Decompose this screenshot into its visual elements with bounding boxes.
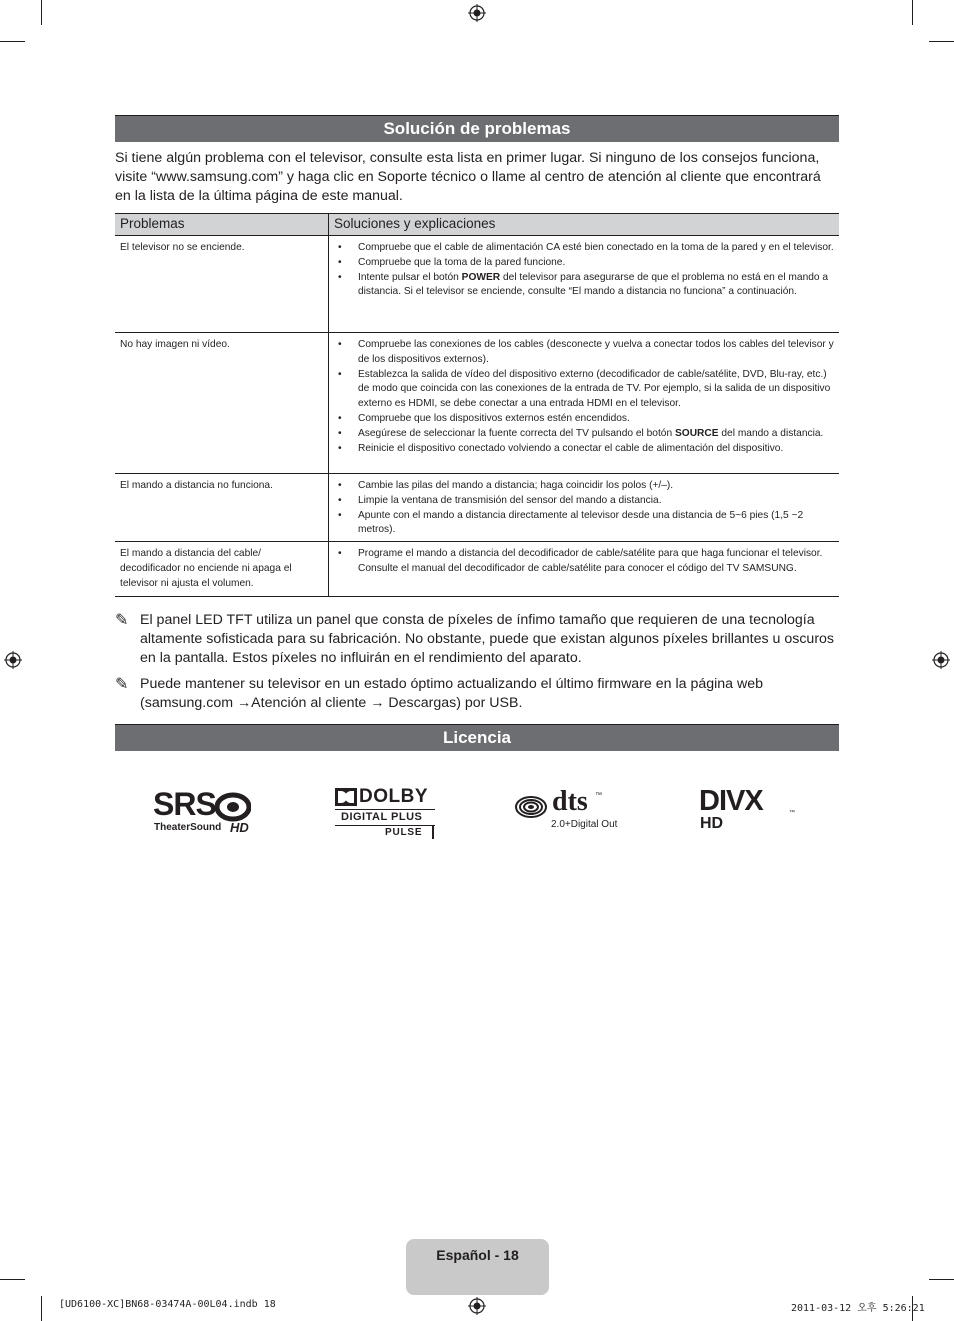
dolby-logo-pulse: PULSE: [385, 827, 423, 838]
solution-item: • Compruebe que la toma de la pared funcione.: [334, 256, 834, 271]
note-text: El panel LED TFT utiliza un panel que consta de píxeles de ínfimo tamaño que requieren de una tecnología altamente sofisticada para su fabricación. No obstante, puede que existan algunos píxeles brillantes u oscuros en la pantalla. Estos píxeles no influirán en el rendimiento del aparato.: [140, 612, 835, 666]
solution-item: • Asegúrese de seleccionar la fuente correcta del TV pulsando el botón SOURCE del mando a distancia.: [334, 427, 834, 442]
srs-logo-sub: TheaterSound: [154, 822, 222, 833]
table-row: [115, 333, 839, 474]
crop-mark: [0, 41, 25, 42]
solutions-cell: [329, 542, 840, 597]
note-firmware: [115, 675, 839, 713]
dts-logo-main: dts: [552, 786, 588, 817]
pencil-note-icon: ✎: [115, 612, 129, 629]
crop-mark: [912, 0, 913, 25]
solution-item: • Limpie la ventana de transmisión del sensor del mando a distancia.: [334, 494, 834, 509]
header-problems: Problemas: [115, 214, 329, 236]
srs-theatersound-hd-logo: [153, 786, 258, 838]
registration-mark-icon: [4, 651, 22, 669]
solution-item: • Compruebe que los dispositivos externos estén encendidos.: [334, 412, 834, 427]
note-text: Puede mantener su televisor en un estado óptimo actualizando el último firmware en la página web (samsung.com →Atención al cliente → Descargas) por USB.: [140, 676, 764, 711]
table-row: [115, 236, 839, 333]
solution-item: • Programe el mando a distancia del decodificador de cable/satélite para que haga funcionar el televisor. Consulte el manual del decodificador de cable/satélite para conocer el código del TV SAMSUNG.: [334, 547, 834, 577]
pencil-note-icon: ✎: [115, 676, 129, 693]
solution-item: • Intente pulsar el botón POWER del televisor para asegurarse de que el problema no está en el mando a distancia. Si el televisor se enciende, consulte “El mando a distancia no funciona” a continuación.: [334, 271, 834, 301]
problem-cell: El televisor no se enciende.: [115, 236, 329, 333]
srs-logo-main: SRS: [153, 786, 216, 822]
dolby-logo-main: DOLBY: [359, 786, 428, 807]
section-title-license: Licencia: [115, 724, 839, 751]
solutions-cell: [329, 236, 840, 333]
crop-mark: [41, 1296, 42, 1321]
dts-waves-icon: [515, 796, 547, 818]
dolby-rule: [335, 825, 435, 826]
registration-mark-icon: [468, 4, 486, 22]
dolby-logo-sub: DIGITAL PLUS: [341, 811, 423, 823]
divx-logo-tm: ™: [789, 810, 795, 816]
table-row: [115, 474, 839, 542]
dolby-rule: [432, 826, 434, 839]
crop-mark: [929, 41, 954, 42]
divx-logo-main: DIVX: [699, 785, 763, 817]
problem-cell: El mando a distancia del cable/ decodificador no enciende ni apaga el televisor ni ajusta el volumen.: [115, 542, 329, 597]
table-header-row: [115, 214, 839, 236]
divx-logo-hd: HD: [700, 815, 724, 832]
troubleshooting-table: [115, 213, 839, 597]
dts-logo-sub: 2.0+Digital Out: [551, 819, 618, 830]
header-solutions: Soluciones y explicaciones: [329, 214, 840, 236]
solution-item: • Cambie las pilas del mando a distancia; haga coincidir los polos (+/–).: [334, 479, 834, 494]
problem-cell: No hay imagen ni vídeo.: [115, 333, 329, 474]
srs-logo-hd: HD: [230, 820, 249, 835]
srs-circle-icon: [215, 792, 251, 822]
crop-mark: [41, 0, 42, 25]
solutions-cell: [329, 474, 840, 542]
page-number-tab: Español - 18: [406, 1239, 549, 1295]
divx-hd-logo: [699, 785, 799, 834]
intro-paragraph: Si tiene algún problema con el televisor, consulte esta lista en primer lugar. Si ninguno de los consejos funciona, visite “www.samsung.com” y haga clic en Soporte técnico o llame al centro de atención al cliente que encontrará en la lista de la última página de este manual.: [115, 150, 821, 204]
registration-mark-icon: [468, 1297, 486, 1315]
dolby-rule: [335, 809, 435, 810]
dts-logo-tm: ™: [595, 792, 602, 799]
print-slug-right: 2011-03-12 오후 5:26:21: [791, 1303, 925, 1314]
print-slug-left: [UD6100-XC]BN68-03474A-00L04.indb 18: [59, 1299, 276, 1310]
crop-mark: [0, 1279, 25, 1280]
dts-logo: [515, 786, 625, 834]
solution-item: • Apunte con el mando a distancia directamente al televisor desde una distancia de 5~6 pies (1,5 ~2 metros).: [334, 509, 834, 539]
solution-item: • Compruebe las conexiones de los cables (desconecte y vuelva a conectar todos los cables del televisor y de los dispositivos externos).: [334, 338, 834, 368]
section-title-troubleshooting: Solución de problemas: [115, 115, 839, 142]
solutions-cell: [329, 333, 840, 474]
solution-item: • Reinicie el dispositivo conectado volviendo a conectar el cable de alimentación del dispositivo.: [334, 442, 834, 457]
dolby-double-d-icon: [335, 788, 357, 806]
table-row: [115, 542, 839, 597]
solution-item: • Compruebe que el cable de alimentación CA esté bien conectado en la toma de la pared y en el televisor.: [334, 241, 834, 256]
dolby-digital-plus-pulse-logo: [335, 788, 437, 840]
solution-item: • Establezca la salida de vídeo del dispositivo externo (decodificador de cable/satélite, DVD, Blu-ray, etc.) de modo que coincida con las conexiones de la entrada de TV. Por ejemplo, si la salida de un dispositivo externo es HDMI, se debe conectar a una entrada HDMI en el televisor.: [334, 368, 834, 412]
crop-mark: [929, 1279, 954, 1280]
registration-mark-icon: [932, 651, 950, 669]
problem-cell: El mando a distancia no funciona.: [115, 474, 329, 542]
note-led-panel: [115, 611, 839, 668]
